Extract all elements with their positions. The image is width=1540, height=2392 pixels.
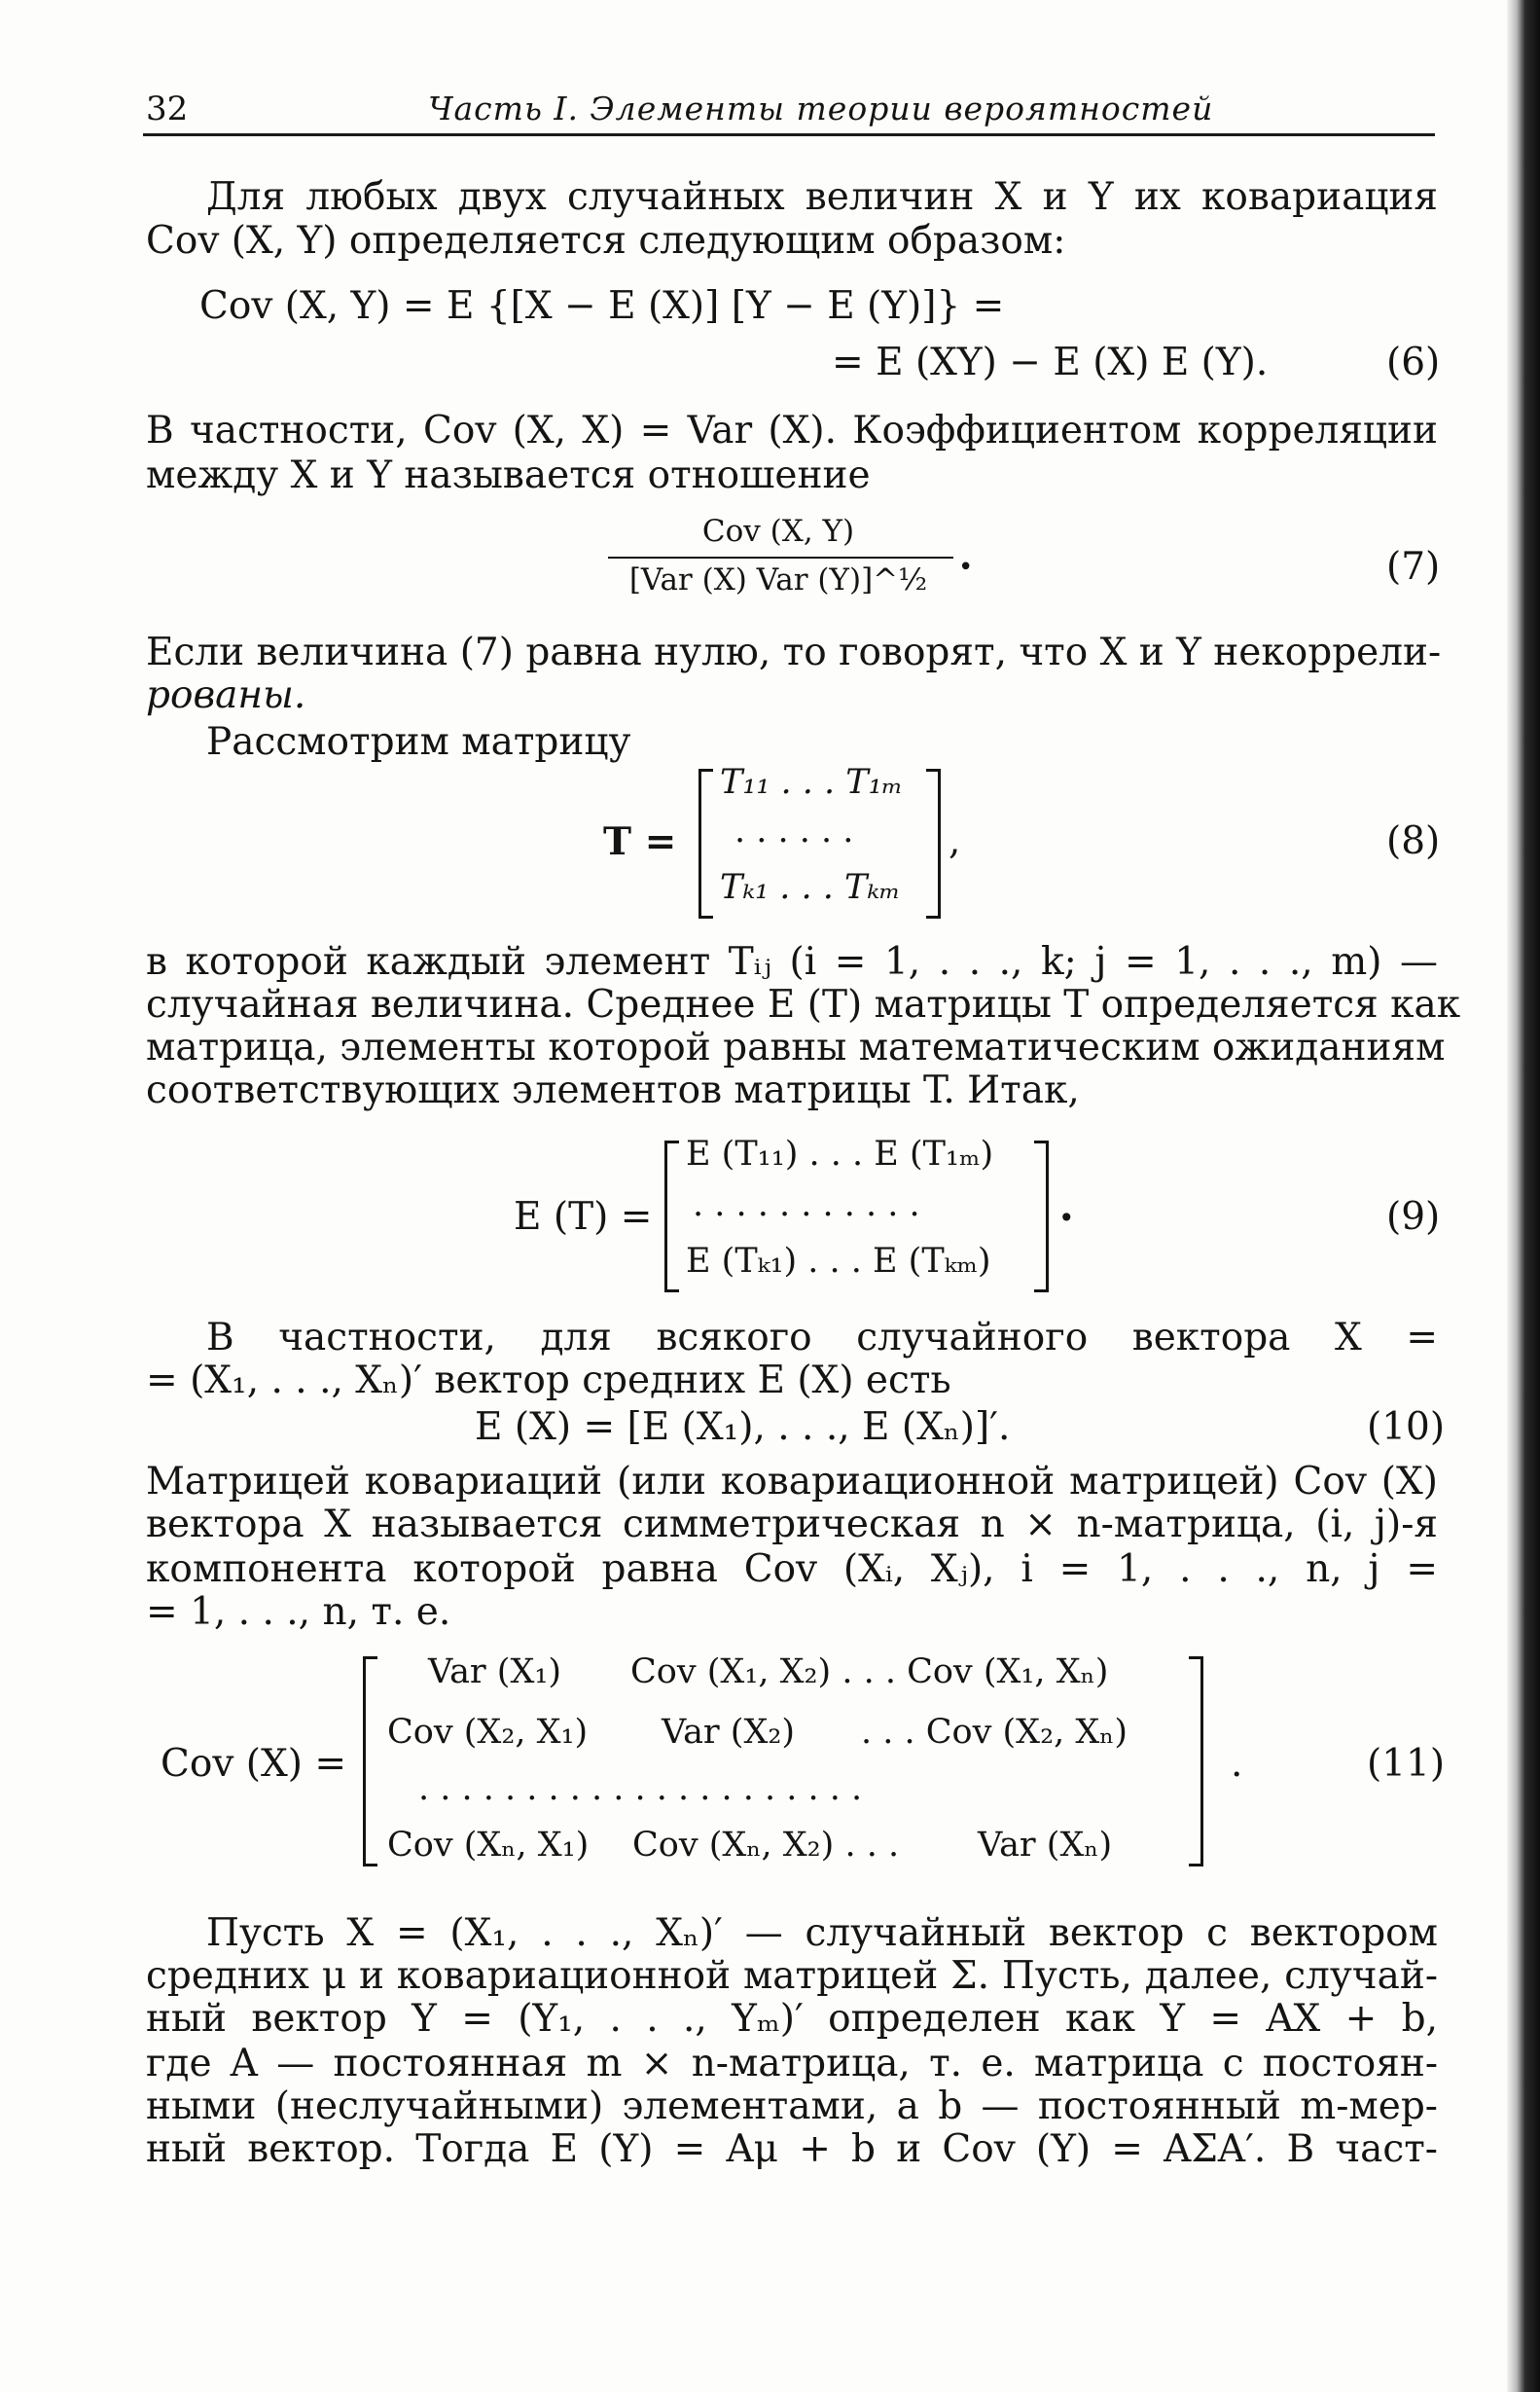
text-line: ными (неслучайными) элементами, а b — постоянный m-мер- — [146, 2084, 1438, 2128]
text-line: компонента которой равна Cov (Xᵢ, Xⱼ), i = 1, . . ., n, j = — [146, 1547, 1438, 1591]
book-spine-shadow — [1507, 0, 1540, 2392]
text-line: Для любых двух случайных величин X и Y их ковариация — [206, 175, 1438, 219]
multiplication-dot: • — [958, 553, 974, 582]
equation-6-line-2: = E (XY) − E (X) E (Y). — [832, 341, 1269, 384]
running-title: Часть I. Элементы теории вероятностей — [428, 90, 1214, 127]
text-line: В частности, Cov (X, X) = Var (X). Коэффициентом корреляции — [146, 409, 1438, 453]
text-line: вектора X называется симметрическая n × n-матрица, (i, j)-я — [146, 1503, 1438, 1546]
left-bracket — [698, 769, 713, 919]
text-line: ный вектор Y = (Y₁, . . ., Yₘ)′ определен как Y = AX + b, — [146, 1997, 1438, 2041]
fraction-numerator: Cov (X, Y) — [701, 514, 855, 549]
text-line: Пусть X = (X₁, . . ., Xₙ)′ — случайный вектор с вектором — [206, 1911, 1438, 1955]
matrix-row: E (T₁₁) . . . E (T₁ₘ) — [686, 1135, 994, 1174]
equation-number: (6) — [1386, 341, 1441, 384]
matrix-cell: Var (Xₙ) — [978, 1826, 1113, 1865]
matrix-cell: Cov (X₁, X₂) . . . Cov (X₁, Xₙ) — [630, 1652, 1109, 1691]
text-line: средних μ и ковариационной матрицей Σ. Пусть, далее, случай- — [146, 1954, 1438, 1998]
matrix-row: . . . . . . . . . . . — [693, 1185, 920, 1224]
text-line: случайная величина. Среднее E (T) матрицы T определяется как — [146, 983, 1461, 1027]
text-line: Если величина (7) равна нулю, то говорят, что X и Y некоррели- — [146, 631, 1442, 674]
text-line: соответствующих элементов матрицы T. Итак, — [146, 1069, 1080, 1112]
multiplication-dot: • — [1058, 1202, 1075, 1234]
header-rule — [143, 133, 1435, 136]
text-line: ный вектор. Тогда E (Y) = Aμ + b и Cov (Y) = AΣA′. В част- — [146, 2127, 1438, 2171]
text-line: где A — постоянная m × n-матрица, т. е. матрица с постоян- — [146, 2042, 1438, 2085]
matrix-cell: Cov (Xₙ, X₂) . . . — [632, 1826, 900, 1865]
matrix-cell: Cov (Xₙ, X₁) — [387, 1826, 590, 1865]
equation-number: (11) — [1367, 1742, 1446, 1786]
equation-6-line-1: Cov (X, Y) = E {[X − E (X)] [Y − E (Y)]} = — [199, 284, 1005, 328]
equation-number: (8) — [1386, 819, 1441, 863]
matrix-lhs: T = — [603, 819, 677, 864]
punctuation: , — [949, 819, 961, 863]
right-bracket — [1034, 1141, 1049, 1292]
matrix-row: Tₖ₁ . . . Tₖₘ — [720, 868, 901, 907]
text-line: Матрицей ковариаций (или ковариационной матрицей) Cov (X) — [146, 1460, 1438, 1504]
text-line: в которой каждый элемент Tᵢⱼ (i = 1, . . ., k; j = 1, . . ., m) — — [146, 940, 1438, 984]
fraction-bar — [608, 557, 953, 559]
matrix-cell: Var (X₁) — [428, 1652, 562, 1691]
matrix-lhs: Cov (X) = — [161, 1742, 347, 1786]
matrix-cell: . . . Cov (X₂, Xₙ) — [861, 1713, 1128, 1752]
left-bracket — [363, 1656, 377, 1866]
matrix-row: E (Tₖ₁) . . . E (Tₖₘ) — [686, 1242, 991, 1281]
matrix-cell: Var (X₂) — [662, 1713, 796, 1752]
page-number: 32 — [146, 90, 189, 128]
right-bracket — [926, 769, 941, 919]
matrix-row: . . . . . . . . . . . . . . . . . . . . . — [418, 1769, 863, 1808]
text-line: Рассмотрим матрицу — [206, 720, 631, 764]
matrix-cell: Cov (X₂, X₁) — [387, 1713, 589, 1752]
punctuation: . — [1231, 1742, 1243, 1786]
fraction-denominator: [Var (X) Var (Y)]^½ — [628, 562, 928, 598]
right-bracket — [1189, 1656, 1203, 1866]
text-line: В частности, для всякого случайного вектора X = — [206, 1316, 1438, 1359]
equation-number: (9) — [1386, 1195, 1441, 1239]
text-line: рованы. — [146, 673, 306, 717]
left-bracket — [664, 1141, 679, 1292]
matrix-row: T₁₁ . . . T₁ₘ — [720, 763, 904, 802]
text-line: = (X₁, . . ., Xₙ)′ вектор средних E (X) есть — [146, 1359, 951, 1402]
equation-10: E (X) = [E (X₁), . . ., E (Xₙ)]′. — [475, 1405, 1011, 1449]
equation-number: (7) — [1386, 545, 1441, 589]
equation-number: (10) — [1367, 1405, 1446, 1449]
matrix-lhs: E (T) = — [514, 1195, 653, 1239]
text-line: Cov (X, Y) определяется следующим образом: — [146, 219, 1066, 263]
text-line: между X и Y называется отношение — [146, 453, 871, 497]
text-line: = 1, . . ., n, т. е. — [146, 1590, 451, 1634]
text-line: матрица, элементы которой равны математическим ожиданиям — [146, 1026, 1446, 1069]
matrix-row: . . . . . . — [734, 812, 854, 851]
